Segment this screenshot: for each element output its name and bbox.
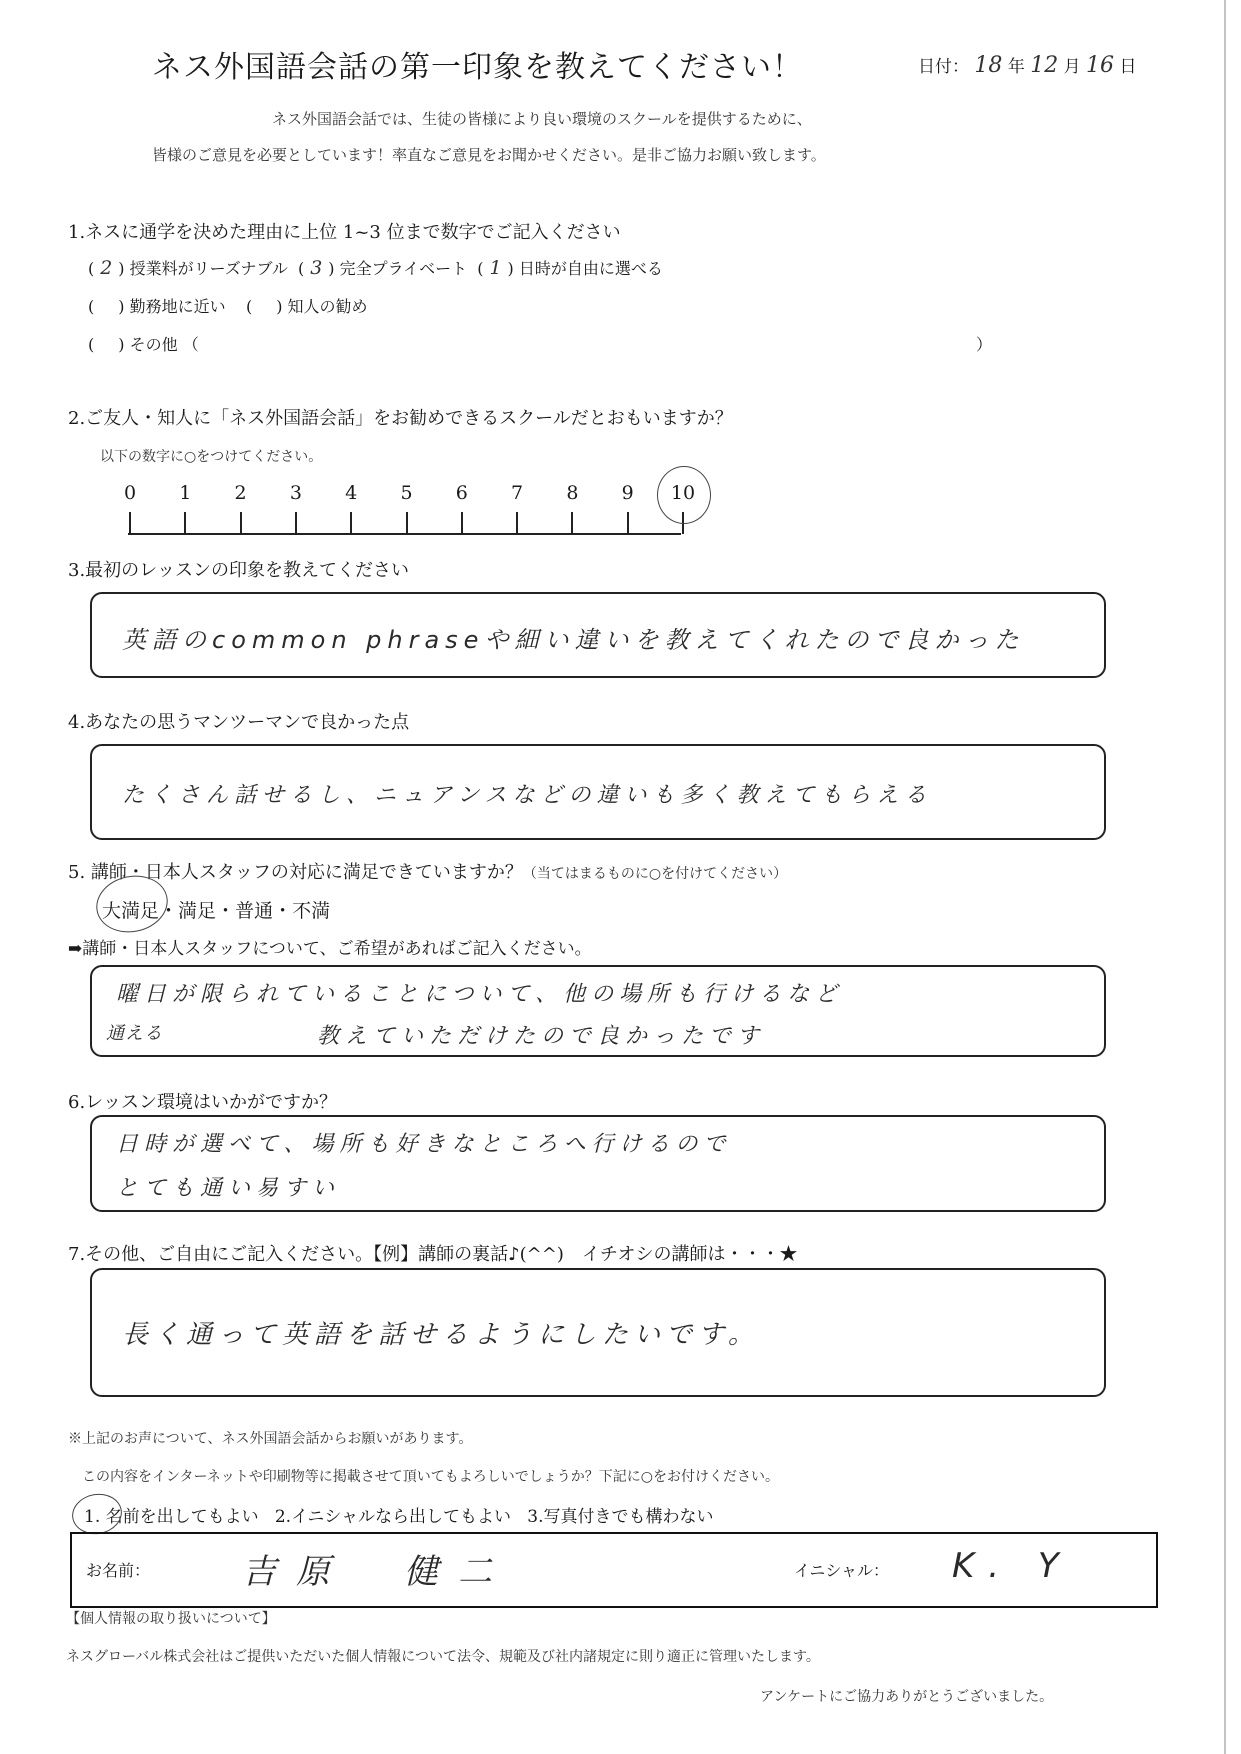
q1-option-3[interactable]: ( 1 ) 日時が自由に選べる — [472, 257, 663, 279]
q5-answer-box[interactable] — [90, 965, 1106, 1057]
q3-answer-handwritten: 英語のcommon phraseや細い違いを教えてくれたので良かった — [122, 626, 1025, 654]
scale-tick — [184, 512, 186, 534]
scale-number-3[interactable]: 3 — [289, 482, 302, 504]
q2-question: 2.ご友人・知人に「ネス外国語会話」をお勧めできるスクールだとおもいますか？ — [68, 408, 733, 429]
name-value-handwritten[interactable]: 吉原 健二 — [242, 1552, 512, 1592]
consent-option-initial[interactable]: 2.イニシャルなら出してもよい — [274, 1507, 512, 1527]
q1-option-4[interactable]: ( ) 勤務地に近い — [88, 297, 226, 316]
scan-edge-line — [1224, 0, 1226, 1754]
initial-label: イニシャル： — [794, 1561, 890, 1580]
privacy-text: ネスグローバル株式会社はご提供いただいた個人情報について法令、規範及び社内諸規定に則り適正に管理いたします。 — [66, 1649, 820, 1665]
q1-option-6[interactable]: ( ) その他 （ — [88, 335, 199, 354]
q1-rank-3: 1 — [489, 257, 502, 279]
q4-question: 4.あなたの思うマンツーマンで良かった点 — [68, 712, 410, 733]
q1-other-close-paren: ） — [976, 335, 993, 354]
q6-answer-line-1: 日時が選べて、場所も好きなところへ行けるので — [116, 1132, 732, 1157]
consent-option-photo[interactable]: 3.写真付きでも構わない — [527, 1507, 714, 1527]
thanks-text: アンケートにご協力ありがとうございました。 — [760, 1689, 1054, 1705]
date-month-handwritten: 12 — [1030, 53, 1059, 78]
consent-options — [84, 1502, 714, 1527]
q5-option-satisfied[interactable]: 満足 — [178, 900, 217, 922]
q6-answer-line-2: とても通い易すい — [116, 1176, 341, 1201]
intro-line-2: 皆様のご意見を必要としています！率直なご意見をお聞かせください。是非ご協力お願い致します。 — [152, 146, 826, 164]
date-year-handwritten: 18 — [974, 53, 1003, 78]
consent-option-name[interactable]: 1. 名前を出してもよい — [84, 1507, 259, 1527]
scale-tick — [240, 512, 242, 534]
q5-answer-line-1: 曜日が限られていることについて、他の場所も行けるなど — [116, 982, 844, 1007]
q1-rank-1: 2 — [100, 257, 113, 279]
scale-tick — [627, 512, 629, 534]
scale-number-4[interactable]: 4 — [345, 482, 358, 504]
scale-tick — [461, 512, 463, 534]
q2-instruction: 以下の数字に○をつけてください。 — [100, 449, 323, 465]
date-month-unit: 月 — [1063, 57, 1081, 77]
consent-notice: ※上記のお声について、ネス外国語会話からお願いがあります。 — [68, 1431, 473, 1447]
date-day-handwritten: 16 — [1086, 53, 1115, 78]
initial-value-handwritten[interactable]: K. Y — [952, 1546, 1073, 1586]
privacy-heading: 【個人情報の取り扱いについて】 — [66, 1611, 276, 1627]
q1-row-2 — [88, 294, 368, 317]
q1-row-1 — [88, 256, 663, 279]
date-field — [918, 52, 1136, 78]
q1-rank-2: 3 — [310, 257, 323, 279]
q5-question: 5. 講師・日本人スタッフの対応に満足できていますか？（当てはまるものに○を付けてください） — [68, 862, 788, 883]
scale-number-9[interactable]: 9 — [621, 482, 634, 504]
name-label: お名前： — [86, 1561, 151, 1580]
q1-question: 1.ネスに通学を決めた理由に上位 1~3 位まで数字でご記入ください — [68, 222, 621, 243]
q4-answer-handwritten: たくさん話せるし、ニュアンスなどの違いも多く教えてもらえる — [122, 783, 933, 808]
q1-other-open-paren: （ — [182, 335, 199, 354]
q5-answer-line-2: 教えていただけたので良かったです — [317, 1024, 766, 1049]
q3-question: 3.最初のレッスンの印象を教えてください — [68, 560, 409, 581]
q5-options: 大満足・満足・普通・不満 — [102, 900, 331, 922]
q7-question: 7.その他、ご自由にご記入ください。【例】講師の裏話♪(^^) イチオシの講師は・・・★ — [68, 1244, 798, 1265]
scale-tick — [571, 512, 573, 534]
scale-baseline — [128, 533, 681, 535]
q6-question: 6.レッスン環境はいかがですか？ — [68, 1092, 337, 1113]
q5-option-dissatisfied[interactable]: 不満 — [292, 900, 331, 922]
q1-option-5[interactable]: ( ) 知人の勧め — [230, 297, 368, 316]
scale-number-2[interactable]: 2 — [234, 482, 247, 504]
q5-answer-insert: 通える — [106, 1023, 163, 1044]
scale-number-8[interactable]: 8 — [566, 482, 579, 504]
scale-number-5[interactable]: 5 — [400, 482, 413, 504]
q7-answer-handwritten: 長く通って英語を話せるようにしたいです。 — [122, 1320, 760, 1350]
date-label: 日付： — [918, 57, 969, 77]
scale-number-10[interactable]: 10 — [670, 482, 696, 504]
scale-number-0[interactable]: 0 — [123, 482, 137, 504]
scale-tick — [406, 512, 408, 534]
scale-tick — [295, 512, 297, 534]
q5-note: （当てはまるものに○を付けてください） — [522, 866, 788, 882]
q3-answer-box[interactable] — [90, 592, 1106, 678]
q5-followup: ➡講師・日本人スタッフについて、ご希望があればご記入ください。 — [68, 939, 592, 959]
consent-selection-circle — [69, 1490, 125, 1538]
date-day-unit: 日 — [1119, 57, 1137, 77]
q7-answer-box[interactable] — [90, 1268, 1106, 1397]
q1-option-2[interactable]: ( 3 ) 完全プライベート — [292, 257, 468, 279]
scale-selection-circle — [657, 466, 711, 524]
q6-answer-box[interactable] — [90, 1115, 1106, 1212]
name-box — [70, 1532, 1158, 1608]
scale-tick — [350, 512, 352, 534]
scale-number-6[interactable]: 6 — [455, 482, 468, 504]
date-year-unit: 年 — [1007, 57, 1025, 77]
scale-tick — [516, 512, 518, 534]
intro-line-1: ネス外国語会話では、生徒の皆様により良い環境のスクールを提供するために、 — [272, 110, 812, 128]
page-title: ネス外国語会話の第一印象を教えてください！ — [152, 50, 803, 85]
scale-number-7[interactable]: 7 — [511, 482, 524, 504]
consent-question: この内容をインターネットや印刷物等に掲載させて頂いてもよろしいでしょうか？下記に○をお付けください。 — [82, 1469, 779, 1485]
q5-option-very-satisfied[interactable]: 大満足 — [102, 900, 160, 922]
q1-option-1[interactable]: ( 2 ) 授業料がリーズナブル — [88, 257, 288, 279]
q4-answer-box[interactable] — [90, 744, 1106, 840]
scale-tick — [129, 512, 131, 534]
q5-option-neutral[interactable]: 普通 — [235, 900, 274, 922]
scale-number-1[interactable]: 1 — [179, 482, 192, 504]
